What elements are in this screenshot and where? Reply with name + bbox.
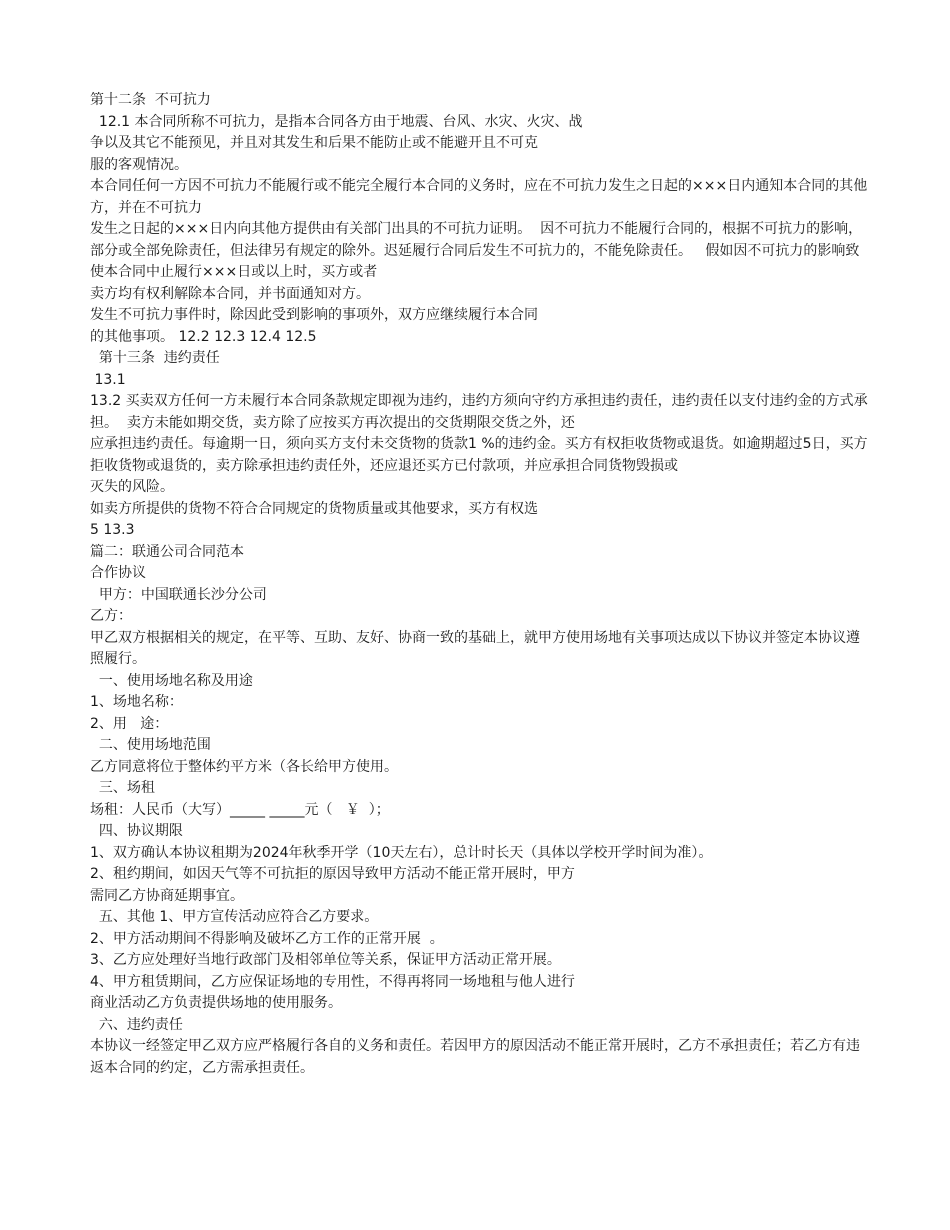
text-line: 2、甲方活动期间不得影响及破坏乙方工作的正常开展 。 — [90, 930, 444, 947]
text-line: 商业活动乙方负责提供场地的使用服务。 — [90, 995, 342, 1011]
agreement-title: 合作协议 — [90, 565, 146, 581]
text-line: 灭失的风险。 — [90, 479, 174, 495]
text-line: 5 13.3 — [90, 522, 135, 538]
text-line: 需同乙方协商延期事宜。 — [90, 887, 244, 904]
clause-13-2-text: 13.2 买卖双方任何一方未履行本合同条款规定即视为违约，违约方须向守约方承担违约责任，违约责任以支付违约金的方式承担。 卖方未能如期交货，卖方除了应按买方再次提出的交货期限交货之外，还 — [90, 393, 868, 431]
party-b: 乙方： — [90, 608, 132, 624]
section-heading: 五、其他 1、甲方宣传活动应符合乙方要求。 — [90, 909, 379, 925]
clause-13-1: 13.1 — [90, 371, 126, 388]
section-heading: 四、协议期限 — [90, 823, 183, 839]
section-heading: 三、场租 — [90, 780, 155, 796]
text-line: 乙方同意将位于整体约平方米（各长给甲方使用。 — [90, 758, 398, 775]
text-line: 卖方均有权利解除本合同，并书面通知对方。 — [90, 285, 370, 302]
text-line: 发生不可抗力事件时，除因此受到影响的事项外，双方应继续履行本合同 — [90, 307, 538, 323]
text-line: 1、双方确认本协议租期为2024年秋季开学（10天左右），总计时长天（具体以学校开学时间为准）。 — [90, 844, 713, 861]
party-a: 甲方：中国联通长沙分公司 — [90, 586, 267, 603]
document-body — [90, 90, 870, 1079]
text-line: 服的客观情况。 — [90, 156, 188, 173]
clause-12-1-text: 12.1 本合同所称不可抗力，是指本合同各方由于地震、台风、水灾、火灾、战 — [90, 113, 583, 130]
section-heading: 二、使用场地范围 — [90, 737, 211, 753]
text-line: 2、用 途： — [90, 715, 169, 732]
clause-13-heading: 第十三条 违约责任 — [90, 350, 220, 366]
text-line: 争以及其它不能预见，并且对其发生和后果不能防止或不能避开且不可克 — [90, 135, 538, 151]
text-line: 3、乙方应处理好当地行政部门及相邻单位等关系，保证甲方活动正常开展。 — [90, 952, 561, 968]
text-paragraph: 本协议一经签定甲乙双方应严格履行各自的义务和责任。若因甲方的原因活动不能正常开展时，乙方不承担责任；若乙方有违返本合同的约定，乙方需承担责任。 — [90, 1038, 860, 1076]
text-paragraph: 本合同任何一方因不可抗力不能履行或不能完全履行本合同的义务时，应在不可抗力发生之日起的×××日内通知本合同的其他方，并在不可抗力 — [90, 178, 868, 216]
text-line: 如卖方所提供的货物不符合合同规定的货物质量或其他要求，买方有权选 — [90, 500, 538, 517]
section-heading: 六、违约责任 — [90, 1016, 183, 1033]
section-heading: 一、使用场地名称及用途 — [90, 672, 253, 689]
clause-12-heading: 第十二条 不可抗力 — [90, 92, 211, 108]
section-title: 篇二：联通公司合同范本 — [90, 543, 244, 560]
text-line: 4、甲方租赁期间，乙方应保证场地的专用性，不得再将同一场地租与他人进行 — [90, 973, 575, 990]
text-line: 的其他事项。 12.2 12.3 12.4 12.5 — [90, 328, 317, 345]
text-paragraph: 发生之日起的×××日内向其他方提供由有关部门出具的不可抗力证明。 因不可抗力不能履行合同的，根据不可抗力的影响，部分或全部免除责任，但法律另有规定的除外。迟延履行合同后发生不可抗力的，不能免除责任。 假如因不可抗力的影响致使本合同中止履行×××日或以上时，买方或者 — [90, 221, 863, 280]
text-paragraph: 应承担违约责任。每逾期一日，须向买方支付未交货物的货款1 %的违约金。买方有权拒收货物或退货。如逾期超过5日，买方拒收货物或退货的，卖方除承担违约责任外，还应退还买方已付款项，并应承担合同货物毁损或 — [90, 436, 868, 474]
agreement-preamble: 甲乙双方根据相关的规定，在平等、互助、友好、协商一致的基础上，就甲方使用场地有关事项达成以下协议并签定本协议遵照履行。 — [90, 629, 860, 667]
text-line: 场租：人民币（大写）_____ _____元（ ￥ ）； — [90, 801, 390, 818]
text-line: 2、租约期间，如因天气等不可抗拒的原因导致甲方活动不能正常开展时，甲方 — [90, 866, 575, 882]
text-line: 1、场地名称： — [90, 694, 183, 710]
